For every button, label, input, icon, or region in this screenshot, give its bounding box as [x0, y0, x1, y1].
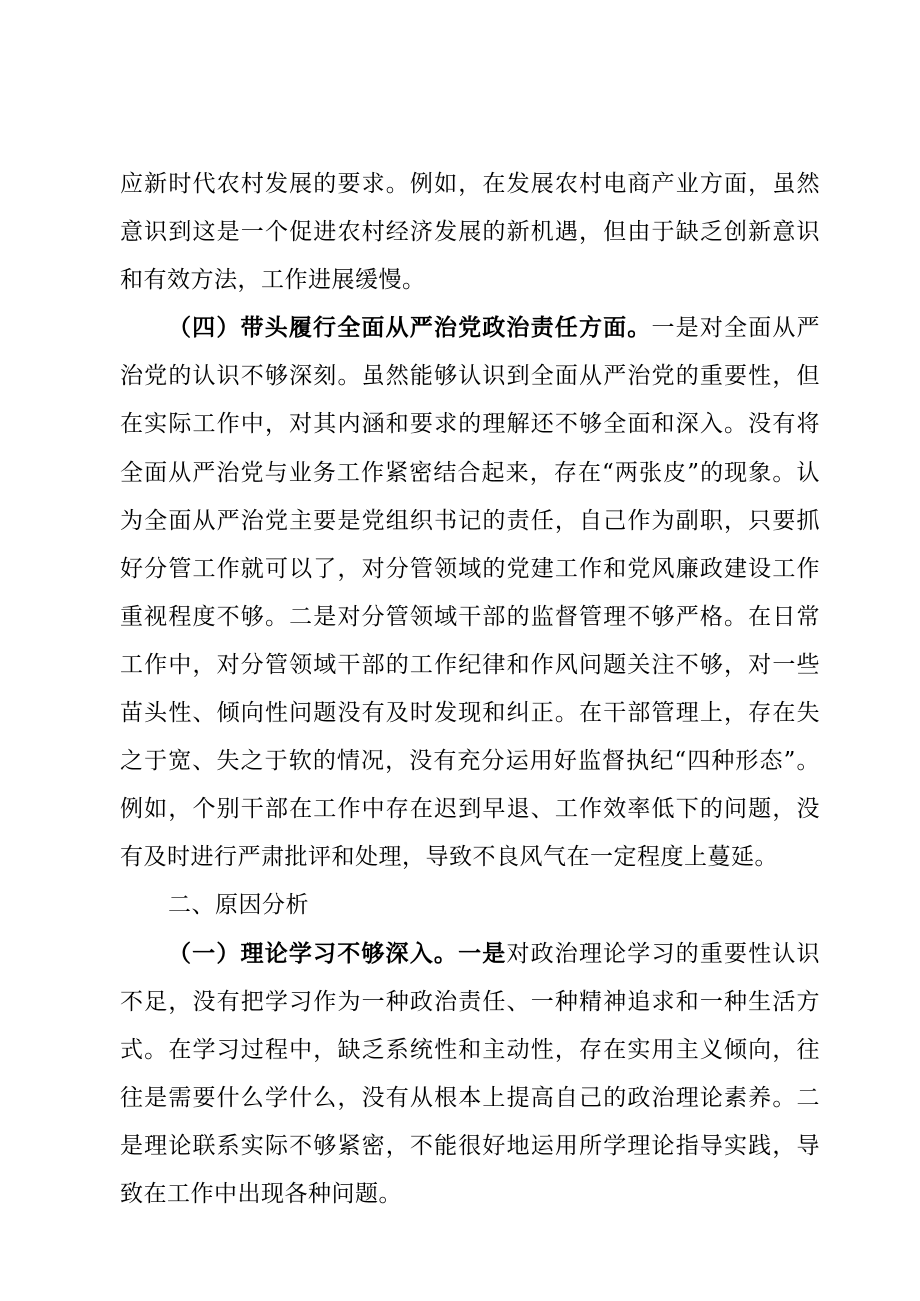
- continuation-text: 应新时代农村发展的要求。例如，在发展农村电商产业方面，虽然意识到这是一个促进农村经济发展的新机遇，但由于缺乏创新意识和有效方法，工作进展缓慢。: [120, 171, 820, 294]
- document-body: [120, 160, 820, 1218]
- section-two-heading: 二、原因分析: [168, 892, 309, 919]
- continuation-paragraph: [120, 160, 820, 304]
- subsection-one-body: 对政治理论学习的重要性认识不足，没有把学习作为一种政治责任、一种精神追求和一种生活方式。在学习过程中，缺乏系统性和主动性，存在实用主义倾向，往往是需要什么学什么，没有从根本上提高自己的政治理论素养。二是理论联系实际不够紧密，不能很好地运用所学理论指导实践，导致在工作中出现各种问题。: [120, 940, 821, 1207]
- subsection-one-lead: 一是: [458, 939, 507, 967]
- section-four-body: 一是对全面从严治党的认识不够深刻。虽然能够认识到全面从严治党的重要性，但在实际工作中，对其内涵和要求的理解还不够全面和深入。没有将全面从严治党与业务工作紧密结合起来，存在“两张皮”的现象。认为全面从严治党主要是党组织书记的责任，自己作为副职，只要抓好分管工作就可以了，对分管领域的党建工作和党风廉政建设工作重视程度不够。二是对分管领域干部的监督管理不够严格。在日常工作中，对分管领域干部的工作纪律和作风问题关注不够，对一些苗头性、倾向性问题没有及时发现和纠正。在干部管理上，存在失之于宽、失之于软的情况，没有充分运用好监督执纪“四种形态”。例如，个别干部在工作中存在迟到早退、工作效率低下的问题，没有及时进行严肃批评和处理，导致不良风气在一定程度上蔓延。: [120, 315, 821, 871]
- subsection-one-heading: （一）理论学习不够深入。: [168, 939, 459, 967]
- section-four-heading: （四）带头履行全面从严治党政治责任方面。: [168, 314, 652, 342]
- section-four-paragraph: [120, 304, 820, 881]
- subsection-one-paragraph: [120, 930, 820, 1219]
